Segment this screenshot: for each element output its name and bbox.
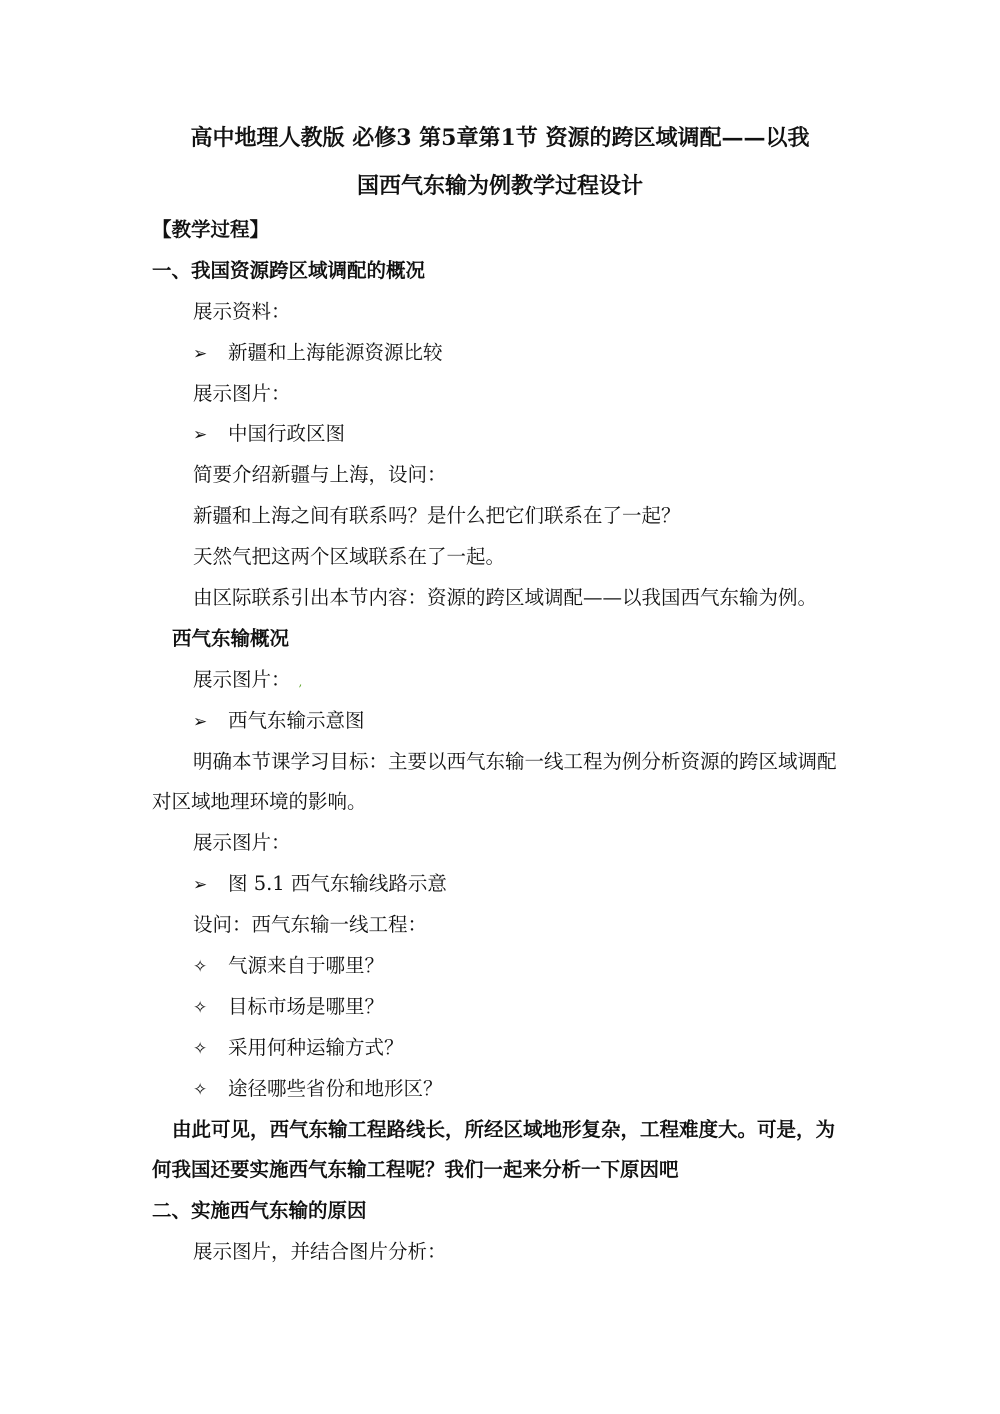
paragraph: 明确本节课学习目标：主要以西气东输一线工程为例分析资源的跨区域调配: [193, 749, 837, 773]
document-body: [0, 210, 1000, 1273]
arrow-bullet-icon: ➢: [193, 425, 208, 446]
question-item: ✧ 采用何种运输方式？: [0, 1028, 1000, 1069]
paragraph: 展示图片：: [193, 381, 291, 405]
question-item: ✧ 途径哪些省份和地形区？: [0, 1069, 1000, 1110]
bold-paragraph: 由此可见，西气东输工程路线长，所经区域地形复杂，工程难度大。可是，为: [172, 1117, 836, 1141]
bullet-item: ➢ 中国行政区图: [0, 414, 1000, 455]
ink-mark: ,: [298, 674, 303, 689]
arrow-bullet-icon: ➢: [193, 711, 208, 732]
paragraph: 展示图片：: [193, 831, 291, 855]
diamond-bullet-icon: ✧: [193, 997, 208, 1018]
document-title-line-2: 国西气东输为例教学过程设计: [356, 173, 643, 199]
paragraph: 设问：西气东输一线工程：: [193, 913, 428, 937]
diamond-bullet-icon: ✧: [193, 1079, 208, 1100]
document-title-line-1: 高中地理人教版 必修3 第5章第1节 资源的跨区域调配——以我: [190, 125, 810, 151]
diamond-bullet-icon: ✧: [193, 1038, 208, 1059]
paragraph: 简要介绍新疆与上海，设问：: [193, 463, 447, 487]
bold-paragraph-continuation: 何我国还要实施西气东输工程呢？我们一起来分析一下原因吧: [152, 1158, 679, 1182]
question-item: ✧ 目标市场是哪里？: [0, 987, 1000, 1028]
arrow-bullet-icon: ➢: [193, 343, 208, 364]
bullet-item: ➢ 图 5.1 西气东输线路示意: [0, 864, 1000, 905]
arrow-bullet-icon: ➢: [193, 875, 208, 896]
paragraph-continuation: 对区域地理环境的影响。: [152, 790, 367, 814]
section-label: 【教学过程】: [152, 218, 270, 241]
section-heading-2: 二、实施西气东输的原因: [152, 1199, 367, 1223]
bullet-item: ➢ 新疆和上海能源资源比较: [0, 333, 1000, 374]
question-item: ✧ 气源来自于哪里？: [0, 946, 1000, 987]
subsection-heading: 西气东输概况: [172, 626, 290, 650]
diamond-bullet-icon: ✧: [193, 957, 208, 978]
bullet-item: ➢ 西气东输示意图: [0, 701, 1000, 742]
paragraph: 天然气把这两个区域联系在了一起。: [193, 545, 506, 569]
paragraph: 由区际联系引出本节内容：资源的跨区域调配——以我国西气东输为例。: [193, 586, 818, 610]
paragraph: 展示图片，并结合图片分析：: [193, 1240, 447, 1264]
paragraph: 新疆和上海之间有联系吗？是什么把它们联系在了一起？: [193, 504, 681, 528]
paragraph: 展示资料：: [193, 299, 291, 323]
section-heading-1: 一、我国资源跨区域调配的概况: [152, 258, 426, 282]
paragraph: 展示图片： ,: [193, 667, 303, 691]
